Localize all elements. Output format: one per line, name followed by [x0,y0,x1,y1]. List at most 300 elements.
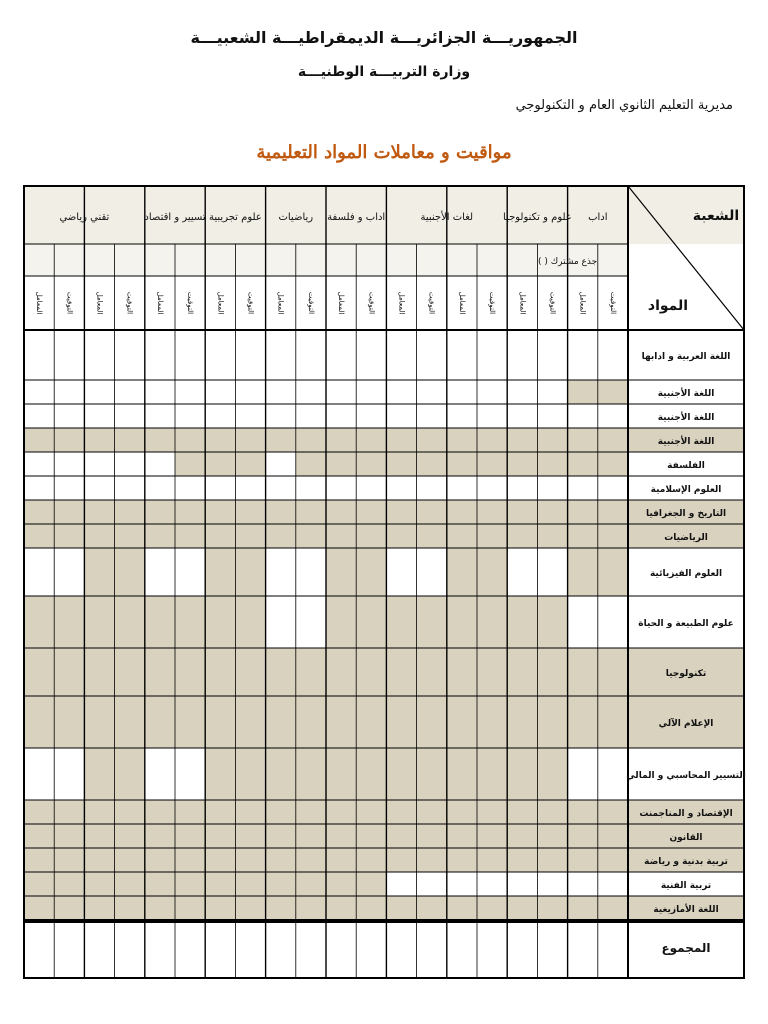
shaded-cell [175,452,205,476]
shaded-cell [326,800,356,824]
shaded-cell [326,648,356,696]
subject-label: التاريخ و الجغرافيا [645,509,727,519]
shaded-cell [568,380,598,404]
subject-label: القانون [669,833,703,843]
column-header: المعامل [578,291,587,315]
shaded-cell [24,800,54,824]
shaded-cell [115,428,145,452]
shaded-cell [537,524,567,548]
shaded-cell [205,748,235,800]
shaded-cell [145,696,175,748]
shaded-cell [54,800,84,824]
shaded-cell [54,896,84,920]
shaded-cell [266,872,296,896]
subject-label: الرياضيات [664,533,708,543]
shaded-cell [266,748,296,800]
subject-label: تربية الفنية [660,881,712,891]
subject-label: تربية بدنية و رياضة [644,857,728,867]
shaded-cell [356,824,386,848]
shaded-cell [507,648,537,696]
shaded-cell [24,696,54,748]
shaded-cell [24,428,54,452]
shaded-cell [84,428,114,452]
shaded-cell [356,500,386,524]
shaded-cell [477,848,507,872]
shaded-cell [235,896,265,920]
document-title: مواقيت و معاملات المواد التعليمية [256,142,512,163]
shaded-cell [205,500,235,524]
shaded-cell [84,596,114,648]
column-header: المعامل [35,291,44,315]
shaded-cell [205,824,235,848]
shaded-cell [477,524,507,548]
shaded-cell [145,500,175,524]
shaded-cell [235,872,265,896]
shaded-cell [326,596,356,648]
shaded-cell [205,596,235,648]
shaded-cell [598,524,628,548]
shaded-cell [507,696,537,748]
shaded-cell [568,824,598,848]
shaded-cell [386,800,416,824]
shaded-cell [115,596,145,648]
shaded-cell [235,428,265,452]
shaded-cell [145,596,175,648]
subject-label: التسيير المحاسبي و المالي [626,771,746,781]
shaded-cell [598,428,628,452]
corner-bottom-label: المواد [647,298,689,314]
shaded-cell [84,548,114,596]
shaded-cell [24,872,54,896]
shaded-cell [537,500,567,524]
shaded-cell [115,500,145,524]
stream-header: تقني رياضي [59,212,110,223]
shaded-cell [598,452,628,476]
shaded-cell [417,452,447,476]
shaded-cell [598,380,628,404]
shaded-cell [296,748,326,800]
shaded-cell [296,896,326,920]
shaded-cell [235,596,265,648]
shaded-cell [266,500,296,524]
shaded-cell [386,848,416,872]
shaded-cell [235,500,265,524]
shaded-cell [84,896,114,920]
shaded-cell [205,452,235,476]
shaded-cell [447,452,477,476]
shaded-cell [447,648,477,696]
shaded-cell [356,452,386,476]
shaded-cell [417,428,447,452]
shaded-cell [356,428,386,452]
shaded-cell [447,428,477,452]
shaded-cell [296,800,326,824]
shaded-cell [447,848,477,872]
column-header: التوقيت [186,291,195,315]
shaded-cell [296,848,326,872]
shaded-cell [266,428,296,452]
shaded-cell [205,548,235,596]
shaded-cell [175,848,205,872]
subject-label: الإعلام الآلي [658,719,714,729]
shaded-cell [537,428,567,452]
shaded-cell [54,848,84,872]
shaded-cell [386,824,416,848]
shaded-cell [266,648,296,696]
shaded-cell [175,824,205,848]
subject-label: تكنولوجيا [665,669,707,679]
shaded-cell [115,548,145,596]
stream-header: رياضيات [278,212,314,223]
column-header: التوقيت [246,291,255,315]
shaded-cell [84,848,114,872]
shaded-cell [477,696,507,748]
shaded-cell [205,428,235,452]
shaded-cell [326,696,356,748]
shaded-cell [115,872,145,896]
shaded-cell [386,524,416,548]
shaded-cell [598,500,628,524]
shaded-cell [507,848,537,872]
shaded-cell [537,452,567,476]
shaded-cell [84,524,114,548]
shaded-cell [537,696,567,748]
shaded-cell [356,648,386,696]
shaded-cell [537,824,567,848]
shaded-cell [175,596,205,648]
shaded-cell [477,748,507,800]
shaded-cell [175,500,205,524]
shaded-cell [145,824,175,848]
shaded-cell [266,524,296,548]
shaded-cell [417,896,447,920]
shaded-cell [507,596,537,648]
shaded-cell [296,872,326,896]
shaded-cell [115,696,145,748]
total-label: المجموع [661,941,711,955]
shaded-cell [326,748,356,800]
shaded-cell [568,800,598,824]
shaded-cell [205,696,235,748]
shaded-cell [115,648,145,696]
subject-label: اللغة العربية و ادابها [641,352,731,362]
shaded-cell [356,848,386,872]
shaded-cell [386,696,416,748]
shaded-cell [417,596,447,648]
shaded-cell [326,896,356,920]
shaded-cell [235,848,265,872]
shaded-cell [145,896,175,920]
shaded-cell [175,524,205,548]
shaded-cell [24,824,54,848]
shaded-cell [477,548,507,596]
shaded-cell [507,524,537,548]
shaded-cell [417,748,447,800]
shaded-cell [447,596,477,648]
shaded-cell [326,428,356,452]
shaded-cell [84,824,114,848]
shaded-cell [447,896,477,920]
shaded-cell [235,452,265,476]
common-trunk-label: جذع مشترك ( ) [537,257,598,267]
shaded-cell [296,696,326,748]
shaded-cell [175,800,205,824]
shaded-cell [326,824,356,848]
shaded-cell [54,524,84,548]
shaded-cell [145,648,175,696]
shaded-cell [356,548,386,596]
shaded-cell [266,848,296,872]
shaded-cell [145,428,175,452]
shaded-cell [205,848,235,872]
shaded-cell [447,500,477,524]
shaded-cell [235,824,265,848]
shaded-cell [115,800,145,824]
shaded-cell [447,696,477,748]
shaded-cell [235,524,265,548]
stream-header: علوم و تكنولوجيا [503,212,572,223]
shaded-cell [145,848,175,872]
shaded-cell [477,896,507,920]
shaded-cell [326,872,356,896]
subject-label: اللغة الأجنبية [657,389,715,399]
shaded-cell [235,548,265,596]
shaded-cell [175,648,205,696]
shaded-cell [24,848,54,872]
shaded-cell [326,500,356,524]
corner-top-label: الشعبة [692,208,740,224]
shaded-cell [598,548,628,596]
shaded-cell [477,500,507,524]
shaded-cell [296,648,326,696]
shaded-cell [326,548,356,596]
shaded-cell [386,452,416,476]
shaded-cell [356,696,386,748]
republic-heading: الجمهوريـــة الجزائريـــة الديمقراطيـــة الشعبيـــة [190,28,578,47]
shaded-cell [417,800,447,824]
shaded-cell [417,524,447,548]
shaded-cell [447,748,477,800]
shaded-cell [447,548,477,596]
shaded-cell [477,824,507,848]
shaded-cell [598,648,628,696]
column-header: التوقيت [608,291,617,315]
shaded-cell [24,896,54,920]
shaded-cell [417,696,447,748]
shaded-cell [537,596,567,648]
shaded-cell [417,824,447,848]
shaded-cell [537,648,567,696]
shaded-cell [598,696,628,748]
shaded-cell [115,524,145,548]
shaded-cell [54,696,84,748]
total-row-frame [24,922,744,978]
shaded-cell [447,524,477,548]
column-header: التوقيت [125,291,134,315]
stream-header: علوم تجريبية [209,212,262,223]
shaded-cell [356,800,386,824]
shaded-cell [84,872,114,896]
shaded-cell [296,524,326,548]
shaded-cell [326,524,356,548]
shaded-cell [477,452,507,476]
shaded-cell [54,872,84,896]
shaded-cell [205,800,235,824]
shaded-cell [537,800,567,824]
shaded-cell [386,648,416,696]
column-header: المعامل [397,291,406,315]
shaded-cell [417,848,447,872]
shaded-cell [296,428,326,452]
column-header: التوقيت [65,291,74,315]
shaded-cell [326,848,356,872]
shaded-cell [598,800,628,824]
shaded-cell [507,500,537,524]
subject-label: الفلسفة [667,461,705,471]
shaded-cell [175,428,205,452]
shaded-cell [477,596,507,648]
shaded-cell [386,596,416,648]
shaded-cell [417,500,447,524]
subject-label: اللغة الأجنبية [657,413,715,423]
shaded-cell [54,428,84,452]
shaded-cell [115,848,145,872]
shaded-cell [54,824,84,848]
shaded-cell [266,824,296,848]
column-header: التوقيت [488,291,497,315]
shaded-cell [568,452,598,476]
shaded-cell [568,500,598,524]
shaded-cell [447,824,477,848]
shaded-cell [175,872,205,896]
column-header: المعامل [276,291,285,315]
shaded-cell [235,696,265,748]
shaded-cell [24,596,54,648]
column-header: التوقيت [306,291,315,315]
shaded-cell [296,500,326,524]
shaded-cell [266,800,296,824]
shaded-cell [507,800,537,824]
subject-label: اللغة الأجنبية [657,437,715,447]
shaded-cell [205,524,235,548]
shaded-cell [598,848,628,872]
shaded-cell [507,748,537,800]
shaded-cell [84,800,114,824]
column-header: المعامل [95,291,104,315]
stream-header: لغات الأجنبية [420,212,474,223]
shaded-cell [568,428,598,452]
column-header: المعامل [337,291,346,315]
shaded-cell [356,872,386,896]
shaded-cell [54,648,84,696]
shaded-cell [84,648,114,696]
shaded-cell [205,872,235,896]
stream-header: اداب [588,212,608,223]
subject-label: العلوم الإسلامية [650,485,722,495]
stream-header: تسيير و اقتصاد [144,212,206,223]
column-header: المعامل [216,291,225,315]
shaded-cell [598,824,628,848]
shaded-cell [235,800,265,824]
subject-label: الإقتصاد و المناجمنت [639,809,733,819]
shaded-cell [507,428,537,452]
shaded-cell [145,524,175,548]
shaded-cell [24,648,54,696]
subject-label: علوم الطبيعة و الحياة [638,619,734,629]
shaded-cell [537,896,567,920]
shaded-cell [537,748,567,800]
shaded-cell [477,428,507,452]
column-header: التوقيت [427,291,436,315]
column-header: التوقيت [548,291,557,315]
shaded-cell [115,748,145,800]
shaded-cell [568,648,598,696]
shaded-cell [296,452,326,476]
column-header: المعامل [457,291,466,315]
column-header: المعامل [518,291,527,315]
shaded-cell [356,524,386,548]
shaded-cell [266,896,296,920]
shaded-cell [115,824,145,848]
shaded-cell [598,896,628,920]
shaded-cell [235,648,265,696]
shaded-cell [568,696,598,748]
shaded-cell [386,500,416,524]
shaded-cell [447,800,477,824]
shaded-cell [507,824,537,848]
shaded-cell [205,896,235,920]
shaded-cell [145,800,175,824]
shaded-cell [84,748,114,800]
shaded-cell [356,748,386,800]
shaded-cell [477,648,507,696]
shaded-cell [24,500,54,524]
shaded-cell [175,696,205,748]
shaded-cell [568,848,598,872]
ministry-heading: وزارة التربيـــة الوطنيـــة [297,64,471,80]
shaded-cell [507,896,537,920]
shaded-cell [115,896,145,920]
shaded-cell [507,452,537,476]
directorate-heading: مديرية التعليم الثانوي العام و التكنولوجي [515,98,733,113]
column-header: التوقيت [367,291,376,315]
shaded-cell [84,696,114,748]
column-header: المعامل [155,291,164,315]
shaded-cell [386,896,416,920]
shaded-cell [205,648,235,696]
shaded-cell [477,800,507,824]
subject-label: اللغة الأمازيغية [653,905,719,915]
shaded-cell [568,524,598,548]
shaded-cell [54,596,84,648]
shaded-cell [235,748,265,800]
shaded-cell [386,428,416,452]
shaded-cell [24,524,54,548]
shaded-cell [145,872,175,896]
shaded-cell [568,896,598,920]
stream-header: اداب و فلسفة [327,212,386,223]
shaded-cell [84,500,114,524]
shaded-cell [417,648,447,696]
subject-label: العلوم الفيزيائية [649,569,723,579]
shaded-cell [175,896,205,920]
shaded-cell [537,848,567,872]
shaded-cell [356,596,386,648]
shaded-cell [568,548,598,596]
shaded-cell [54,500,84,524]
shaded-cell [326,452,356,476]
shaded-cell [266,696,296,748]
